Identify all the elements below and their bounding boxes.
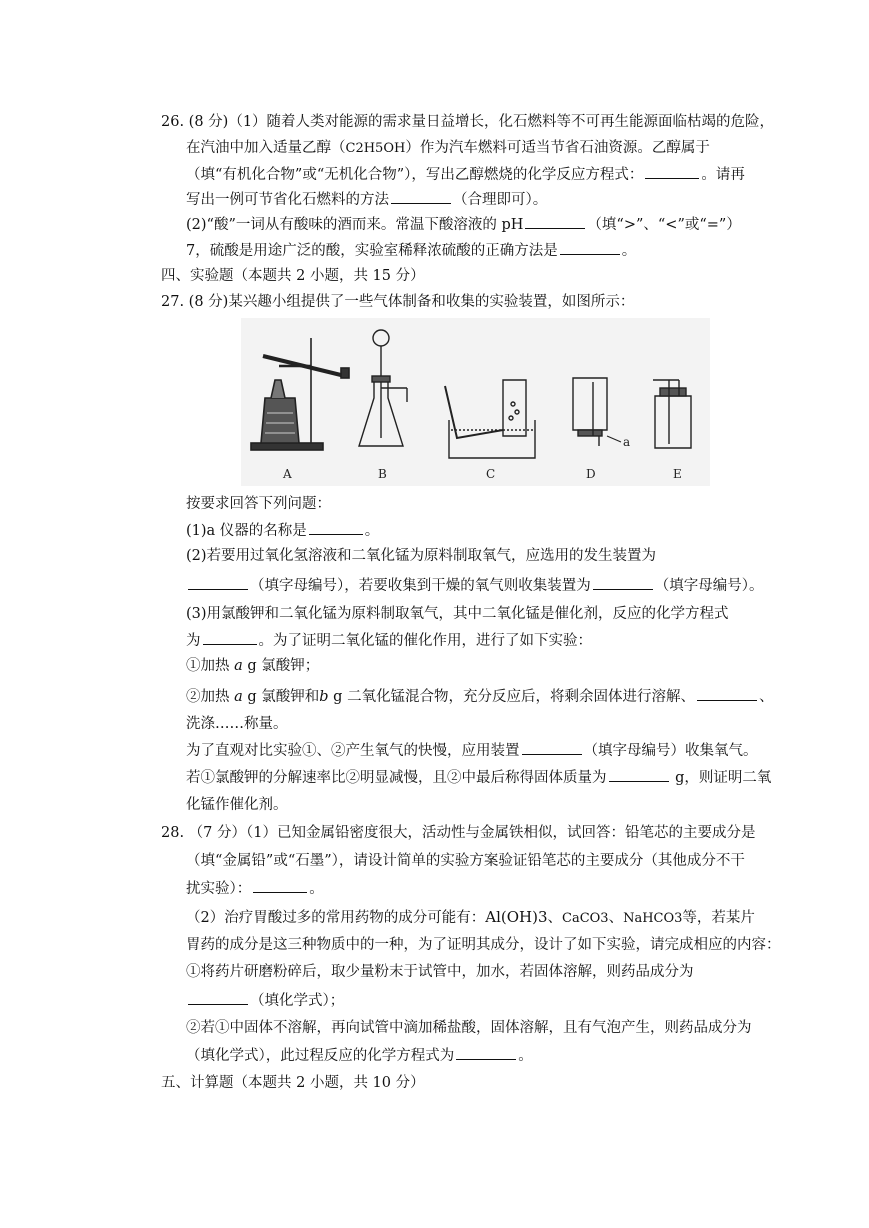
section-5-heading: [161, 1073, 425, 1093]
q27-text-3b: 。: [364, 523, 380, 539]
answer-blank[interactable]: [188, 575, 248, 590]
q28-text-1: 28. （7 分）（1）已知金属铅密度很大，活动性与金属铁相似，试回答：铅笔芯的主要成分是: [161, 825, 756, 841]
q26-text-5b: （填“>”、“<”或“=”）: [587, 217, 741, 233]
separator: 、: [547, 910, 562, 926]
q26-text-3b: 。请再: [701, 167, 745, 183]
q28-line-6: [186, 962, 694, 982]
q27-line-10: [186, 714, 288, 734]
answer-blank[interactable]: [456, 1045, 516, 1060]
apparatus-figure: [241, 318, 710, 486]
q26-line-6: [186, 240, 636, 261]
variable-a: a: [234, 658, 243, 674]
q28-text-6: ①将药片研磨粉碎后，取少量粉末于试管中，加水，若固体溶解，则药品成分为: [186, 964, 694, 980]
answer-blank[interactable]: [309, 520, 363, 535]
label-e: E: [673, 467, 682, 481]
q28-line-5: [186, 935, 781, 955]
answer-blank[interactable]: [253, 878, 307, 893]
q26-text-4b: （合理即可）。: [453, 192, 548, 208]
q28-line-1: [161, 823, 755, 843]
formula-nahco3: NaHCO3: [623, 911, 683, 926]
q28-text-3a: 扰实验）：: [186, 881, 252, 897]
q27-text-9d: 、: [759, 689, 774, 705]
answer-blank[interactable]: [188, 990, 248, 1005]
q27-line-12: [186, 767, 771, 788]
q28-text-7: （填化学式）；: [250, 993, 345, 1009]
q26-text-6b: 。: [621, 243, 637, 259]
q28-text-2: （填“金属铅”或“石墨”），请设计简单的实验方案验证铅笔芯的主要成分（其他成分不干: [186, 853, 745, 869]
q26-text-5a: (2)“酸”一词从有酸味的酒而来。常温下酸溶液的 pH: [186, 217, 524, 233]
q27-text-11a: 为了直观对比实验①、②产生氧气的快慢，应用装置: [186, 743, 520, 759]
q27-line-3: [186, 520, 379, 541]
answer-blank[interactable]: [522, 740, 582, 755]
q27-text-7b: 。为了证明二氧化锰的催化作用，进行了如下实验：: [258, 633, 592, 649]
answer-blank[interactable]: [697, 686, 757, 701]
q27-line-5: [186, 575, 764, 596]
q26-text-1: 26. (8 分)（1）随着人类对能源的需求量日益增长，化石燃料等不可再生能源面临枯竭的危险，: [161, 114, 775, 130]
q26-text-2b: ）作为汽车燃料可适当节省石油资源。乙醇属于: [405, 140, 710, 156]
answer-blank[interactable]: [525, 214, 585, 229]
q27-text-6: (3)用氯酸钾和二氧化锰为原料制取氧气，其中二氧化锰是催化剂，反应的化学方程式: [186, 606, 729, 622]
q28-line-7: [186, 990, 344, 1011]
q27-text-5b: （填字母编号）。: [654, 578, 764, 594]
q28-text-3b: 。: [309, 881, 324, 897]
q27-text-8a: ①加热: [186, 658, 230, 674]
q28-line-9: [186, 1045, 533, 1066]
q27-text-13: 化锰作催化剂。: [186, 797, 288, 813]
label-a: A: [283, 467, 292, 481]
q27-line-6: [186, 604, 729, 624]
q27-line-9: [186, 686, 774, 707]
q27-text-11b: （填字母编号）收集氧气。: [583, 743, 758, 759]
q26-line-5: [186, 214, 741, 235]
q27-line-7: [186, 630, 592, 651]
answer-blank[interactable]: [391, 189, 451, 204]
q26-text-6a: 7，硫酸是用途广泛的酸，实验室稀释浓硫酸的正确方法是: [186, 243, 558, 259]
label-d: D: [586, 467, 596, 481]
q28-line-2: [186, 851, 745, 871]
q28-line-8: [186, 1018, 752, 1038]
label-b: B: [378, 467, 387, 481]
q28-text-9a: （填化学式），此过程反应的化学方程式为: [186, 1048, 455, 1064]
section-4-heading: [161, 266, 425, 286]
q26-line-1: [161, 112, 774, 132]
formula-aloh3: Al(OH)3: [485, 908, 548, 926]
q26-text-4a: 写出一例可节省化石燃料的方法: [186, 192, 389, 208]
label-instrument-a: a: [623, 435, 631, 449]
q27-text-3a: (1)a 仪器的名称是: [186, 523, 307, 539]
answer-blank[interactable]: [593, 575, 653, 590]
q27-text-4: (2)若要用过氧化氢溶液和二氧化锰为原料制取氧气，应选用的发生装置为: [186, 548, 657, 564]
q26-line-4: [186, 189, 547, 210]
q28-text-4a: （2）治疗胃酸过多的常用药物的成分可能有：: [186, 910, 486, 926]
label-c: C: [486, 467, 496, 481]
answer-blank[interactable]: [560, 240, 620, 255]
q27-text-7a: 为: [186, 633, 201, 649]
q27-text-1: 27. (8 分)某兴趣小组提供了一些气体制备和收集的实验装置，如图所示：: [161, 294, 635, 310]
answer-blank[interactable]: [645, 164, 699, 179]
q28-text-8: ②若①中固体不溶解，再向试管中滴加稀盐酸，固体溶解，且有气泡产生，则药品成分为: [186, 1020, 752, 1036]
section-5-text: 五、计算题（本题共 2 小题，共 10 分）: [161, 1075, 425, 1091]
q27-line-1: [161, 292, 634, 312]
section-4-text: 四、实验题（本题共 2 小题，共 15 分）: [161, 268, 425, 284]
q27-text-12b: g，则证明二氧: [670, 770, 772, 786]
answer-blank[interactable]: [203, 630, 257, 645]
q27-text-2: 按要求回答下列问题：: [186, 496, 331, 512]
q27-line-4: [186, 546, 656, 566]
q27-text-5a: （填字母编号），若要收集到干燥的氧气则收集装置为: [250, 578, 591, 594]
formula-caco3: CaCO3: [562, 911, 609, 926]
apparatus-drawing: [241, 318, 710, 486]
q28-text-5: 胃药的成分是这三种物质中的一种，为了证明其成分，设计了如下实验，请完成相应的内容：: [186, 937, 781, 953]
q28-text-9b: 。: [518, 1048, 533, 1064]
q27-text-9c: g 二氧化锰混合物，充分反应后，将剩余固体进行溶解、: [328, 689, 696, 705]
q27-text-12a: 若①氯酸钾的分解速率比②明显减慢，且②中最后称得固体质量为: [186, 770, 607, 786]
q27-text-8b: g 氯酸钾；: [242, 658, 320, 674]
q28-text-4b: 等，若某片: [682, 910, 755, 926]
variable-a: a: [234, 689, 243, 705]
q28-line-4: [186, 907, 755, 929]
q28-line-3: [186, 878, 324, 899]
q26-text-3a: （填“有机化合物”或“无机化合物”），写出乙醇燃烧的化学反应方程式：: [186, 167, 644, 183]
q26-text-2a: 在汽油中加入适量乙醇（: [186, 140, 346, 156]
q27-line-2: [186, 494, 331, 514]
separator: 、: [608, 910, 624, 926]
q27-text-10: 洗涤……称量。: [186, 716, 288, 732]
variable-b: b: [319, 689, 329, 705]
q27-line-8: [186, 656, 319, 676]
q27-text-9a: ②加热: [186, 689, 230, 705]
q26-line-3: [186, 164, 745, 185]
q27-text-9b: g 氯酸钾和: [242, 689, 320, 705]
q26-line-2: [186, 138, 710, 159]
answer-blank[interactable]: [609, 767, 669, 782]
ethanol-formula: C2H5OH: [345, 141, 406, 156]
q27-line-11: [186, 740, 758, 761]
q27-line-13: [186, 795, 288, 815]
